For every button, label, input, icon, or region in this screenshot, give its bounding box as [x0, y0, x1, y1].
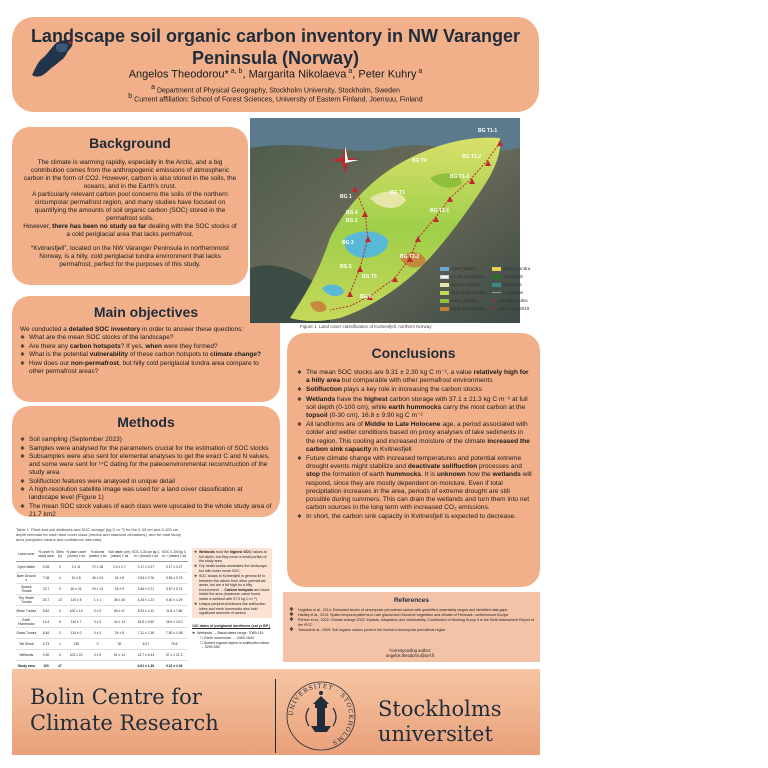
table-cell: 7.11 ± 1.38 — [131, 627, 160, 638]
legend-swatch — [440, 283, 449, 287]
author-list: Angelos Theodorou* $^{a, b}$, Margarita Nikolaeva $^a$, Peter Kuhry $^a$ — [128, 68, 423, 81]
background-heading: Background — [89, 135, 171, 151]
table-cell: 1 — [55, 638, 65, 649]
dates-sublist — [192, 636, 272, 650]
text-run: Are there any — [29, 342, 70, 350]
objective-item — [20, 334, 272, 342]
legend-label: Earth Hummocks — [451, 306, 486, 311]
table-cell: 0 ± 0 — [88, 627, 108, 638]
author-name: Peter Kuhry — [358, 68, 417, 81]
affiliation-text: Department of Physical Geography, Stockholm University, Stockholm, Sweden — [155, 87, 400, 95]
text-run: SOC stocks in Kvitnesfjell in general lie in between the values from other permafrost areas, but are a bit high for a hilly environment → — [199, 573, 266, 592]
table-cell: 23.7 — [37, 583, 56, 594]
table-cell: 0 — [88, 638, 108, 649]
column-header: SOC 0-30 cm kg C m⁻² (mean) ± sd — [131, 547, 160, 561]
affiliation-b — [12, 93, 539, 103]
text-run: , but hilly cold periglacial tundra area compare to other permafrost areas? — [29, 359, 259, 375]
conclusion-item — [297, 421, 533, 454]
table-cell: 0 ± 0 — [88, 649, 108, 660]
title-line-2: Peninsula (Norway) — [191, 48, 360, 68]
text-run: Carbon hotspots — [224, 587, 254, 592]
column-header: SOC 0-100 kg C m⁻² (mean) ± sd — [160, 547, 188, 561]
text-run: Earth hummocks → 4363-1644 — [204, 636, 254, 640]
table-cell: 38 ± 26 — [108, 594, 132, 605]
background-text — [22, 159, 238, 269]
legend-swatch — [440, 275, 449, 279]
site-label: BG T1-3 — [450, 174, 470, 180]
table-cell: 24 ± 8 — [108, 572, 132, 583]
author-name: Margarita Nikolaeva — [248, 68, 347, 81]
table-cell: 5.40 ± 4.29 — [160, 594, 188, 605]
dates-heading: 14C dates of periglacial landforms (cal yr BP ) — [192, 624, 271, 629]
legend-label: Sparse Tundra — [451, 282, 481, 287]
table-cell: 110 ± 7 — [65, 616, 88, 627]
site-label: BG 1 — [340, 194, 352, 200]
legend-label: Grass Tundra — [503, 266, 531, 271]
table-cell: 13 — [55, 594, 65, 605]
table-cell: 0 ± 0 — [88, 605, 108, 616]
table-cell: Bare Ground s — [16, 573, 36, 582]
conclusion-item — [297, 513, 533, 521]
legend-label: Tall Shrub — [503, 274, 524, 279]
text-run: wetlands — [492, 471, 521, 479]
date-item: ❖ Wetlands → Basal dates range: 7089-119 — [192, 631, 272, 636]
conclusion-item — [297, 455, 533, 512]
dates-list — [192, 631, 272, 636]
text-run: How does our — [29, 359, 71, 367]
table-cell: 0 — [55, 561, 65, 572]
background-paragraph: The climate is warming rapidly, especially in the Arctic, and a big contribution comes from the anthropogenic emissions of atmospheric carbon in the form of CO2. However, carbon is also stored in the soils, the oceans, and in the Earth’s crust. — [23, 159, 237, 190]
text-run: Buried organic layers in solifluction lobes → 3250-950 — [200, 640, 270, 650]
result-item — [194, 574, 270, 602]
text-run: how the — [465, 471, 493, 479]
objective-item — [20, 360, 272, 376]
text-run: dealing with the SOC stocks of a cold periglacial area that lacks permafrost. — [66, 223, 237, 238]
logo-line: Bolin Centre for — [30, 685, 202, 709]
contact-info — [340, 648, 480, 659]
background-section — [12, 127, 248, 285]
text-run: are found inside the area (maximum value found inside a wetland with 97.5 kg C m⁻²) — [199, 587, 270, 601]
legend-label: Wetlands — [503, 282, 522, 287]
text-run: carry the most carbon at the — [441, 403, 526, 411]
table-cell: 135 — [65, 638, 88, 649]
checkbox-icon: ☐ — [200, 636, 205, 640]
legend-label: Footpaths — [503, 290, 524, 295]
table-cell: Study area — [16, 660, 37, 671]
table-cell: 0.73 — [37, 638, 56, 649]
legend-item — [492, 298, 528, 303]
logo-line: Stockholms — [378, 697, 502, 721]
table-cell: 92 — [108, 638, 132, 649]
table-cell: 8.33 ± 1.22 — [131, 605, 160, 616]
table-cell: 7.50 ± 1.96 — [160, 627, 188, 638]
table-cell: 8.46 — [37, 627, 56, 638]
legend-item — [492, 282, 522, 287]
table-cell: Earth Hummocks — [16, 616, 37, 627]
legend-label: Dry Heath Tundra — [451, 290, 487, 295]
table-cell: 2 — [55, 627, 65, 638]
text-run: there has been no study so far — [52, 223, 147, 230]
method-item: ❖ The mean SOC stock values of each class were upscaled to the whole study area of 21.7 km2 — [20, 503, 272, 519]
table-cell: 60 ± 22 — [65, 583, 88, 594]
table-cell: 46 ± 24 — [88, 572, 108, 583]
conclusion-item — [297, 386, 533, 394]
column-header: % plant cover (mean) ± sd — [65, 547, 88, 561]
legend-item — [440, 266, 475, 271]
text-run: (0-30 cm), 16.8 ± 9.90 kg C m⁻² — [327, 412, 423, 420]
text-run: hummocks — [386, 471, 422, 479]
text-run: processes and — [477, 463, 522, 471]
table-cell: 76.6 — [160, 638, 188, 649]
background-paragraph — [22, 223, 238, 239]
table-cell: 13.4 — [37, 616, 56, 627]
methods-text — [20, 436, 272, 519]
legend-item — [492, 290, 523, 295]
text-run: vulnerability — [89, 351, 128, 358]
star-icon: ✶ — [492, 306, 496, 311]
results-list — [194, 550, 270, 616]
table-cell: 72 ± 18 — [88, 561, 108, 572]
table-cell: 100 — [37, 660, 56, 671]
text-run: All landforms are of — [306, 421, 365, 429]
site-label: BG 5 — [340, 264, 352, 270]
legend-label: Mesic Tundra — [451, 298, 479, 303]
text-run: hold the — [214, 550, 230, 554]
legend-swatch — [492, 283, 501, 287]
text-run: deactivate solifluction — [407, 463, 478, 471]
table-cell: 18 ± 9 — [108, 583, 132, 594]
site-label: BG 4 — [346, 210, 358, 216]
text-run: in order to answer these questions: — [140, 326, 244, 333]
table-cell: 3.46 ± 0.71 — [131, 583, 160, 594]
legend-swatch — [440, 291, 449, 295]
table-body — [16, 561, 188, 671]
table-cell: Mesic Tundra — [16, 605, 37, 616]
result-item — [194, 550, 270, 564]
site-label: BG 3 — [342, 240, 354, 246]
table-cell: 1 ± 1 — [88, 594, 108, 605]
table-cell: 9.31 ± 2.30 — [160, 660, 188, 671]
text-run: the formation of earth — [319, 471, 387, 479]
results-notes — [192, 548, 272, 650]
text-run: carbon hotspots — [69, 342, 121, 350]
text-run: Middle to Late Holocene — [364, 421, 441, 429]
table-cell: Open Water — [16, 561, 37, 572]
table-cell: 13.7 ± 6.34 — [131, 649, 160, 660]
table-row — [16, 649, 188, 660]
table-cell: 6.81 ± 1.36 — [131, 660, 160, 671]
text-run: In short, the carbon sink capacity in Kvitnesfjell is expected to decrease. — [306, 513, 517, 521]
table-cell: 8.82 — [37, 605, 56, 616]
table-cell: 47 — [55, 660, 65, 671]
text-run: in Kvitnesfjell — [371, 445, 412, 453]
title-banner — [12, 17, 539, 112]
conclusions-section — [287, 333, 540, 587]
text-run: unknown — [436, 471, 466, 479]
conclusion-item — [297, 396, 533, 421]
method-item: ❖ Soil sampling (September 2023) — [20, 436, 272, 444]
legend-item — [492, 274, 523, 279]
text-run: were they formed? — [161, 342, 218, 350]
affiliation-sup: a — [151, 84, 156, 91]
table-cell: 0.54 ± 0.76 — [160, 572, 188, 583]
affiliation-text: Current affiliation: School of Forest Sciences, University of Eastern Finland, Joensuu, Finland — [132, 96, 423, 104]
table-cell: 4 — [55, 572, 65, 583]
table-cell: 100 ± 14 — [65, 605, 88, 616]
legend-item — [440, 290, 487, 295]
checkbox-icon: ☐ — [200, 640, 205, 645]
text-run: of these carbon hotspots to — [128, 351, 211, 358]
text-run: but comparable with other permafrost environments — [340, 377, 493, 385]
figure-caption: Figure 1. Land cover classification of Kvitnesfjell, northern Norway — [300, 324, 432, 329]
table-row — [16, 583, 188, 594]
legend-item — [492, 266, 530, 271]
table-cell: 16.8 ± 9.90 — [131, 616, 160, 627]
table-cell: 29 ± 13 — [88, 583, 108, 594]
site-label: BG T2-1 — [430, 208, 450, 214]
text-run: relatively high for a hilly area — [306, 369, 529, 385]
soc-table — [16, 547, 188, 672]
text-run: . It is — [421, 471, 437, 479]
column-header: Land cover — [16, 547, 37, 561]
table-cell: 61 ± 14 — [108, 649, 132, 660]
text-run: earth hummocks — [388, 403, 442, 411]
objective-item — [20, 351, 272, 359]
table-cell: 6.07 — [131, 638, 160, 649]
site-label: BG T4 — [412, 158, 427, 164]
result-item: ❖ Dry heath tundra dominates the landscape, but with lower mean SOC — [194, 564, 270, 573]
text-run: topsoil — [306, 412, 328, 420]
table-cell: 37.1 ± 21.3 — [160, 649, 188, 660]
contact-label: *corresponding author: — [388, 648, 432, 653]
table-caption: Table 1. Plant and soil attributes and SOC storage (kg C m⁻²) for the 0-30 cm and 0-100 cm depth intervals for each land cover class (means and standard deviations), and for total study area (weighted means and confidence intervals). — [16, 527, 181, 542]
legend-label: Open Water — [451, 266, 476, 271]
legend-item — [492, 306, 529, 312]
objectives-intro — [20, 326, 272, 334]
table-header-row — [16, 547, 188, 561]
site-label: BG T1-2 — [462, 154, 482, 160]
legend-label: Sites from 2018 — [497, 306, 530, 311]
legend-label: Sampling sites — [498, 298, 528, 303]
text-run: when — [145, 342, 162, 350]
seal-text: UNIVERSITET · STOCKHOLMS — [287, 682, 355, 747]
table-row — [16, 561, 188, 572]
logo-line: universitet — [378, 722, 493, 746]
table-cell: Wetlands — [16, 649, 37, 660]
method-item: ❖ A high-resolution satellite image was used for a land cover classification at landscape level (Figure 1) — [20, 486, 272, 502]
conclusions-list — [297, 369, 533, 522]
text-run: stop — [306, 471, 320, 479]
text-run: Wetlands — [306, 395, 336, 403]
legend-swatch — [440, 267, 449, 271]
text-run: What is the potential — [29, 351, 90, 358]
table-cell: 103 ± 22 — [65, 649, 88, 660]
text-run: Wetlands — [199, 550, 215, 554]
table-cell: 3 — [55, 605, 65, 616]
reference-item: ❖ Hugelius et al., 2014: Estimated stocks of circumpolar permafrost carbon with quantified uncertainty ranges and identified data gaps — [289, 608, 537, 613]
text-run: plays a key role in increasing the carbon stocks — [341, 386, 482, 394]
page-margin — [542, 0, 768, 768]
table-cell: 11.8 ± 7.86 — [160, 605, 188, 616]
text-run: values at full depth, but they cover a small portion of the study area — [199, 550, 267, 564]
author-sup: a — [346, 68, 353, 75]
objectives-text — [20, 326, 272, 376]
site-label: BG T1-1 — [478, 128, 498, 134]
stockholm-university-logo — [378, 697, 538, 747]
text-run: non-permafrost — [70, 359, 119, 367]
table-row — [16, 616, 188, 627]
column-header: % cover in study area — [37, 547, 56, 561]
conclusions-heading: Conclusions — [371, 345, 456, 361]
table-cell: 0.30 — [37, 649, 56, 660]
table-cell: 65 ± 47 — [108, 605, 132, 616]
table-cell: 2.3 ± 2.7 — [108, 561, 132, 572]
text-run: highest SOC — [229, 550, 252, 554]
table-cell: 9 — [55, 583, 65, 594]
table-cell: 0 ± 0 — [88, 616, 108, 627]
reference-item: ❖ Tamocai et al., 2009: Soil organic carbon pools in the northern circumpolar permafrost region — [289, 628, 537, 633]
objectives-list — [20, 334, 272, 376]
legend-swatch — [492, 292, 501, 293]
map-legend — [436, 262, 540, 334]
text-run: highest — [364, 395, 388, 403]
site-label: BG T3 — [390, 190, 405, 196]
legend-item — [440, 282, 481, 287]
text-run: Solifluction — [306, 386, 342, 394]
text-run: What are the mean SOC stocks of the landscape? — [29, 334, 174, 341]
table-cell: 16.9 ± 10.0 — [160, 616, 188, 627]
table-cell: 6 — [55, 616, 65, 627]
column-header: % stones (mean) ± sd — [88, 547, 108, 561]
text-run: age, a period associated with colder and wetter conditions based on proxy analyses of lake sediments in the region. This cooling and increased moisture of the climate — [306, 421, 528, 445]
text-run: We conducted a — [20, 326, 69, 333]
legend-item — [440, 274, 485, 279]
text-run: ? If yes, — [120, 342, 146, 350]
background-paragraph: “Kvitnesfjell”, located on the NW Varanger Peninsula in northernmost Norway, is a hilly, cold periglacial tundra environment that lacks permafrost, perfect for the purposes of this study. — [31, 245, 229, 268]
legend-swatch — [440, 307, 449, 311]
table-row — [16, 572, 188, 583]
triangle-icon: ▲ — [492, 298, 497, 303]
logo-line: Climate Research — [30, 711, 219, 735]
table-row — [16, 627, 188, 638]
legend-item — [440, 306, 486, 311]
reference-item: ❖ Pörtner et al., 2022: Climate change 2022: Impacts, Adaptation and Vulnerability. Contribution of Working Group II to the Sixth Assessment Report of the IPCC — [289, 618, 537, 627]
legend-swatch — [492, 267, 501, 271]
column-header: Sites (n) — [55, 547, 65, 561]
table-cell: Dry Heath Tundra — [16, 594, 37, 605]
text-run: The mean SOC stocks are 9.31 ± 2.30 kg C m⁻², a value — [306, 369, 474, 376]
poster-title — [12, 25, 539, 69]
author-sup: a, b — [228, 68, 243, 75]
footer-divider — [275, 679, 276, 753]
table-cell: 44 ± 13 — [108, 616, 132, 627]
results-notes-box — [192, 548, 272, 618]
method-item: ❖ Samples were analysed for the parameters crucial for the estimation of SOC stocks — [20, 445, 272, 453]
text-run: increased the carbon sink capacity — [306, 437, 530, 453]
table-cell: 0.26 — [37, 561, 56, 572]
references-heading: References — [393, 597, 430, 604]
legend-label: Snow Snowbeds — [451, 274, 485, 279]
table-row — [16, 605, 188, 616]
site-label: BG T5 — [362, 274, 377, 280]
reference-item: ❖ Hartley et al., 2013: Spatio-temporal patterns in Late glacial and Holocene vegetation and climate of Finnmark, northernmost Europe — [289, 613, 537, 618]
site-label: BG 6 — [360, 294, 372, 300]
table-cell: Sparse Tundra — [16, 583, 37, 594]
result-item: ❖ Unique peripheral features like solifluction lobes and earth hummocks also hold significant amounts of carbon — [194, 602, 270, 616]
method-item: ❖ Solifluction features were analysed in unique detail — [20, 478, 272, 486]
objective-item — [20, 343, 272, 351]
legend-swatch — [440, 299, 449, 303]
text-run: climate change? — [210, 351, 261, 358]
column-header: Soil depth (cm) (mean) ± sd — [108, 547, 132, 561]
method-item: ❖ Subsamples were also sent for elemental analyses to get the exact C and N values, and some were sent for ¹⁴C dating for the paleoenvironmental reconstruction of the study area — [20, 453, 272, 477]
objectives-heading: Main objectives — [93, 304, 199, 320]
text-run: will respond, since they are mostly dependent on moisture. Even if total precipitation increases in the area, periods of extreme drought are still possible during summers. This can drain the wetlands and turn them into net carbon sources in the long term with increased CO₂ emissions. — [306, 471, 532, 512]
text-run: Future climate change with increased temperatures and potential extreme drought events might stabilize and — [306, 455, 522, 471]
table-cell: 0.17 ± 0.27 — [160, 561, 188, 572]
table-row — [16, 594, 188, 605]
contact-email[interactable]: angelos.theodorou@uef.fi — [385, 653, 435, 659]
table-cell: 4 — [55, 649, 65, 660]
table-cell: 110 ± 8 — [65, 594, 88, 605]
bolin-centre-logo — [30, 684, 260, 736]
table-cell: Tall Shrub — [16, 638, 37, 649]
title-line-1: Landscape soil organic carbon inventory in NW Varanger — [30, 26, 521, 46]
date-subitem — [200, 641, 272, 650]
table-row — [16, 638, 188, 649]
table-cell: 10 ± 8 — [65, 572, 88, 583]
site-label: BG 2 — [346, 218, 358, 224]
university-seal-icon — [283, 678, 359, 754]
text-run: have the — [335, 395, 365, 403]
table-cell: 4.26 ± 1.23 — [131, 594, 160, 605]
table-cell: 0.54 ± 0.76 — [131, 572, 160, 583]
site-label: BG T2-2 — [400, 254, 420, 260]
table-cell: 23.7 — [37, 594, 56, 605]
author-name: Angelos Theodorou* — [128, 68, 229, 81]
table-cell: 0.17 ± 0.27 — [131, 561, 160, 572]
conclusion-item — [297, 369, 533, 385]
table-cell: 110 ± 0 — [65, 627, 88, 638]
table-cell: 3.57 ± 0.74 — [160, 583, 188, 594]
table-cell: 24 ± 8 — [108, 627, 132, 638]
objectives-section — [12, 296, 280, 402]
methods-section — [12, 406, 280, 517]
methods-list — [20, 436, 272, 519]
table-cell: Grass Tundra — [16, 627, 37, 638]
legend-swatch — [492, 275, 501, 279]
text-run: carbon storage with 37.1 ± 21.3 kg C m⁻² at full soil depth (0-100 cm), while — [306, 395, 528, 411]
affiliation-sup: b — [128, 93, 133, 100]
background-paragraph: A particularly relevant carbon pool concerns the soils of the northern circumpolar permafrost region, and many studies have focused on quantifying the amounts of soil organic carbon (SOC) stored in the permafrost soils. — [32, 191, 228, 222]
author-sup: a — [416, 68, 423, 75]
table-cell: 3 ± 11 — [65, 561, 88, 572]
text-run: However, — [23, 223, 53, 230]
references-list — [289, 608, 537, 633]
table-cell: 7.08 — [37, 572, 56, 583]
methods-heading: Methods — [117, 414, 175, 430]
legend-item — [440, 298, 478, 303]
conclusions-text — [297, 369, 533, 523]
text-run: detailed SOC inventory — [68, 326, 141, 333]
